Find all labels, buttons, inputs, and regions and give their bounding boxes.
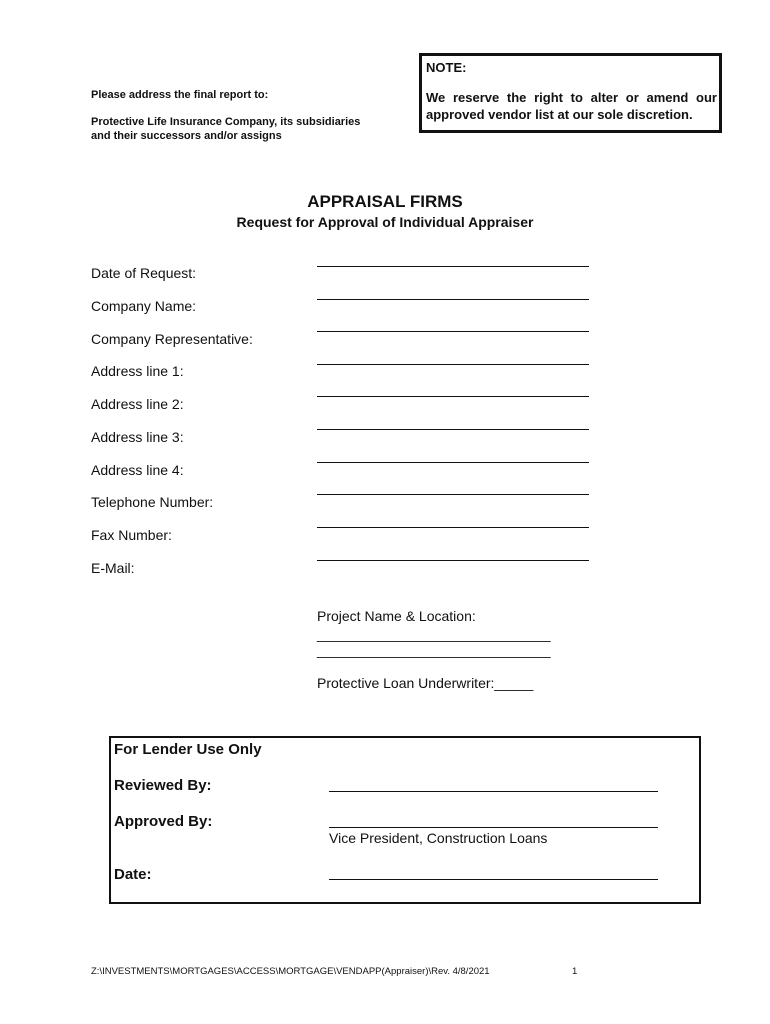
project-blank-line-1[interactable]: ______________________________: [317, 626, 551, 642]
field-input-fax-number[interactable]: [317, 527, 589, 528]
field-input-telephone-number[interactable]: [317, 494, 589, 495]
footer-file-path: Z:\INVESTMENTS\MORTGAGES\ACCESS\MORTGAGE\VENDAPP(Appraiser)\Rev. 4/8/2021: [91, 966, 490, 977]
field-input-company-representative[interactable]: [317, 331, 589, 332]
field-input-address-line-1[interactable]: [317, 364, 589, 365]
field-input-address-line-3[interactable]: [317, 429, 589, 430]
field-label-fax-number: Fax Number:: [91, 527, 172, 543]
field-label-address-line-1: Address line 1:: [91, 363, 184, 379]
page-number: 1: [572, 966, 578, 977]
reviewed-by-signature-line[interactable]: [329, 791, 658, 792]
field-label-company-name: Company Name:: [91, 298, 197, 314]
approved-by-signature-line[interactable]: [329, 827, 658, 828]
approved-by-label: Approved By:: [114, 813, 213, 830]
field-label-company-representative: Company Representative:: [91, 331, 253, 347]
field-input-address-line-2[interactable]: [317, 396, 589, 397]
reviewed-by-label: Reviewed By:: [114, 777, 212, 794]
page-title: APPRAISAL FIRMS: [307, 192, 463, 211]
address-instruction: Please address the final report to:: [91, 89, 269, 101]
field-input-company-name[interactable]: [317, 299, 589, 300]
field-label-email: E-Mail:: [91, 560, 135, 576]
loan-underwriter-field[interactable]: Protective Loan Underwriter:_____: [317, 675, 534, 691]
note-box: [419, 53, 722, 133]
field-label-date-of-request: Date of Request:: [91, 265, 197, 281]
field-label-address-line-3: Address line 3:: [91, 429, 184, 445]
field-input-address-line-4[interactable]: [317, 462, 589, 463]
project-label: Project Name & Location:: [317, 608, 476, 624]
lender-use-title: For Lender Use Only: [114, 741, 262, 758]
note-title: NOTE:: [426, 60, 467, 75]
address-company: Protective Life Insurance Company, its subsidiaries: [91, 116, 361, 128]
field-label-address-line-4: Address line 4:: [91, 462, 184, 478]
date-line[interactable]: [329, 879, 658, 880]
page-subtitle: Request for Approval of Individual Appraiser: [236, 214, 534, 230]
note-text: We reserve the right to alter or amend our approved vendor list at our sole discretion.: [426, 90, 717, 122]
date-label: Date:: [114, 866, 152, 883]
field-input-date-of-request[interactable]: [317, 266, 589, 267]
project-blank-line-2[interactable]: ______________________________: [317, 642, 551, 658]
vice-president-caption: Vice President, Construction Loans: [329, 830, 548, 846]
field-label-telephone-number: Telephone Number:: [91, 494, 214, 510]
field-input-email[interactable]: [317, 560, 589, 561]
field-label-address-line-2: Address line 2:: [91, 396, 184, 412]
address-successors: and their successors and/or assigns: [91, 130, 282, 142]
